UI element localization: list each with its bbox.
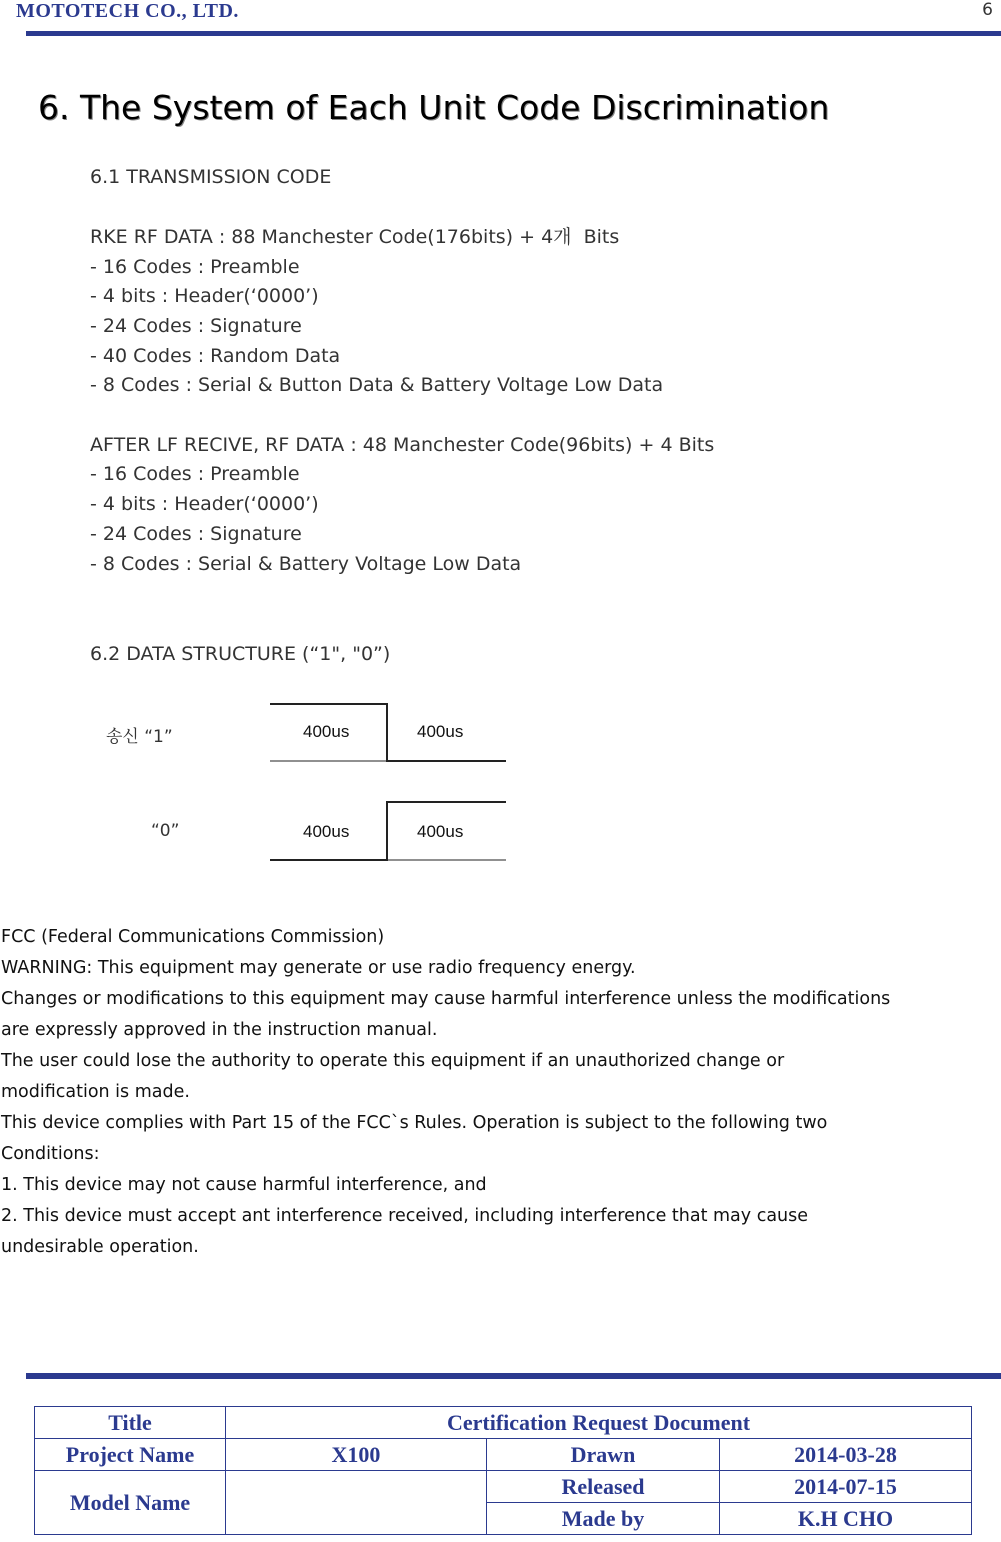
header-divider xyxy=(26,31,1001,36)
fcc-line: WARNING: This equipment may generate or use radio frequency energy. xyxy=(1,958,636,978)
fcc-line: FCC (Federal Communications Commission) xyxy=(1,927,385,947)
project-name-label: Project Name xyxy=(35,1439,226,1471)
rke-item: - 4 bits : Header(‘0000’) xyxy=(90,285,319,307)
rke-item: - 24 Codes : Signature xyxy=(90,315,302,337)
made-by-label: Made by xyxy=(487,1503,720,1535)
project-name-value: X100 xyxy=(226,1439,487,1471)
drawn-label: Drawn xyxy=(487,1439,720,1471)
rke-data-title: RKE RF DATA : 88 Manchester Code(176bits) + 4개 Bits xyxy=(90,226,620,248)
section-title: 6. The System of Each Unit Code Discrimination xyxy=(38,88,830,127)
duration-label: 400us xyxy=(303,722,350,741)
title-block xyxy=(34,1406,972,1535)
model-name-value xyxy=(226,1471,487,1535)
transmission-heading: 6.1 TRANSMISSION CODE xyxy=(90,166,332,188)
lf-item: - 8 Codes : Serial & Battery Voltage Low Data xyxy=(90,553,522,575)
title-value: Certification Request Document xyxy=(226,1407,972,1439)
fcc-statement xyxy=(1,922,996,1263)
lf-item: - 16 Codes : Preamble xyxy=(90,463,300,485)
signal-label-one: 송신 “1” xyxy=(106,727,173,747)
released-label: Released xyxy=(487,1471,720,1503)
fcc-line: Changes or modifications to this equipment may cause harmful interference unless the modifications xyxy=(1,989,891,1009)
fcc-line: are expressly approved in the instruction manual. xyxy=(1,1020,438,1040)
duration-label: 400us xyxy=(417,822,464,841)
drawn-date: 2014-03-28 xyxy=(720,1439,972,1471)
bit-encoding-diagram xyxy=(0,690,560,880)
fcc-line: undesirable operation. xyxy=(1,1237,199,1257)
title-label: Title xyxy=(35,1407,226,1439)
duration-label: 400us xyxy=(303,822,350,841)
made-by-value: K.H CHO xyxy=(720,1503,972,1535)
lf-item: - 24 Codes : Signature xyxy=(90,523,302,545)
page-number: 6 xyxy=(982,0,993,20)
rke-item: - 16 Codes : Preamble xyxy=(90,256,300,278)
model-name-label: Model Name xyxy=(35,1471,226,1535)
waveform-graphic xyxy=(0,690,560,880)
lf-item: - 4 bits : Header(‘0000’) xyxy=(90,493,319,515)
released-date: 2014-07-15 xyxy=(720,1471,972,1503)
rke-item: - 8 Codes : Serial & Button Data & Battery Voltage Low Data xyxy=(90,374,664,396)
fcc-line: modification is made. xyxy=(1,1082,190,1102)
signal-label-zero: “0” xyxy=(151,821,180,841)
duration-label: 400us xyxy=(417,722,464,741)
fcc-line: This device complies with Part 15 of the FCC`s Rules. Operation is subject to the following two xyxy=(1,1113,828,1133)
fcc-line: 1. This device may not cause harmful interference, and xyxy=(1,1175,487,1195)
footer-divider xyxy=(26,1373,1001,1379)
fcc-line: The user could lose the authority to operate this equipment if an unauthorized change or xyxy=(1,1051,785,1071)
fcc-line: Conditions: xyxy=(1,1144,100,1164)
company-name: MOTOTECH CO., LTD. xyxy=(16,0,239,22)
lf-data-title: AFTER LF RECIVE, RF DATA : 48 Manchester Code(96bits) + 4 Bits xyxy=(90,434,715,456)
data-structure-heading: 6.2 DATA STRUCTURE (“1", "0”) xyxy=(90,643,391,665)
fcc-line: 2. This device must accept ant interference received, including interference that may cause xyxy=(1,1206,809,1226)
rke-item: - 40 Codes : Random Data xyxy=(90,345,341,367)
